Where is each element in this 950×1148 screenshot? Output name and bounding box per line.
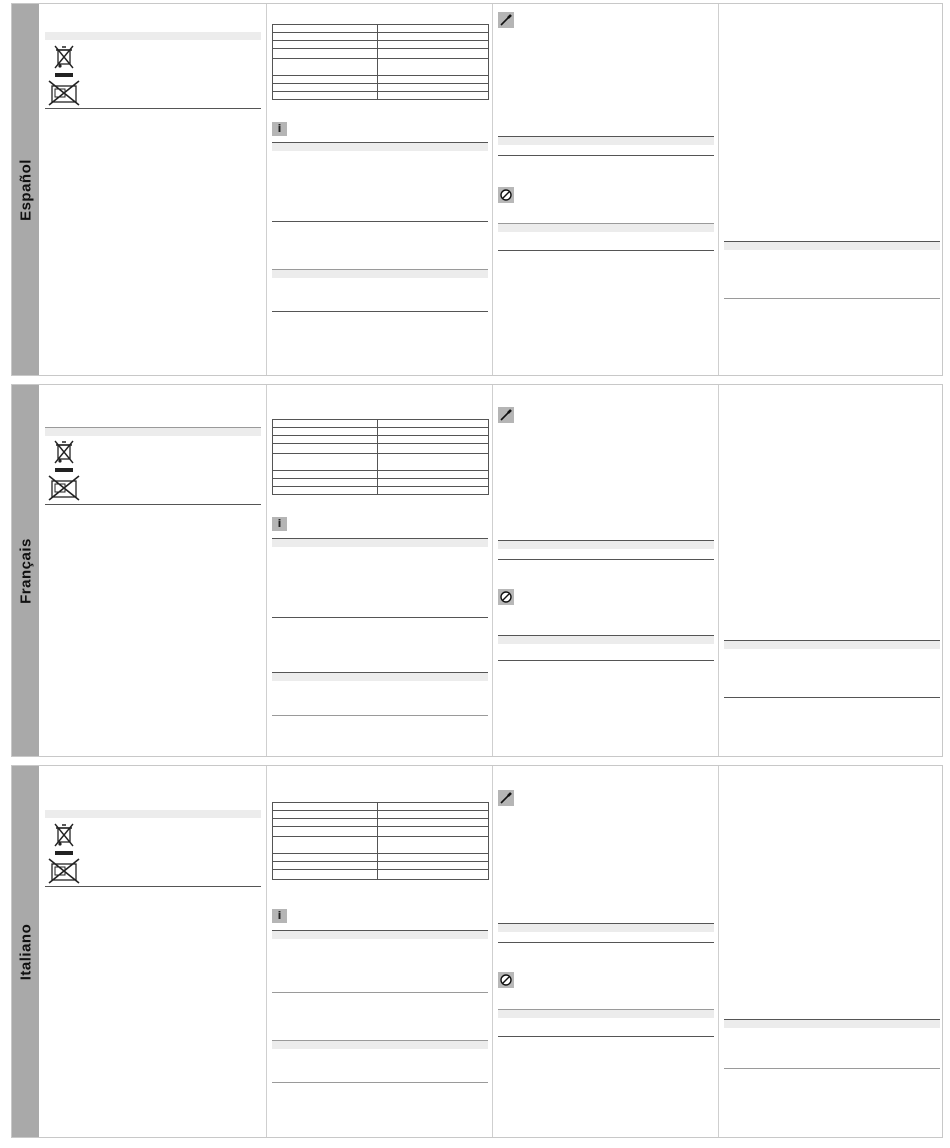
weee-bar bbox=[55, 73, 73, 77]
section-heading-band bbox=[724, 1020, 940, 1028]
column-divider bbox=[492, 766, 493, 1137]
section-rule bbox=[272, 311, 488, 312]
section-rule bbox=[272, 1082, 488, 1083]
table-row bbox=[273, 33, 489, 41]
table-row bbox=[273, 76, 489, 84]
table-row bbox=[273, 837, 489, 854]
info-icon: i bbox=[272, 517, 287, 531]
section-heading-band bbox=[272, 270, 488, 278]
table-row bbox=[273, 25, 489, 33]
crossed-out-wheelie-bin-icon bbox=[52, 439, 76, 465]
table-row bbox=[273, 811, 489, 819]
table-row bbox=[273, 59, 489, 76]
section-heading-band bbox=[724, 641, 940, 649]
section-rule bbox=[498, 660, 714, 661]
language-label: Español bbox=[17, 158, 34, 221]
section-rule bbox=[498, 559, 714, 560]
manual-page-spanish bbox=[11, 3, 943, 376]
screwdriver-icon bbox=[498, 790, 514, 806]
specifications-table bbox=[272, 24, 489, 100]
section-rule bbox=[45, 504, 261, 505]
table-row bbox=[273, 487, 489, 495]
circle-symbol-icon bbox=[498, 187, 514, 203]
specifications-table bbox=[272, 802, 489, 880]
manual-page-french bbox=[11, 384, 943, 757]
section-heading-band bbox=[45, 32, 261, 40]
table-row bbox=[273, 854, 489, 862]
table-row bbox=[273, 428, 489, 436]
language-bar bbox=[12, 385, 39, 756]
crossed-out-wheelie-bin-icon bbox=[52, 44, 76, 70]
language-bar bbox=[12, 4, 39, 375]
crossed-out-battery-icon bbox=[48, 858, 80, 884]
section-heading-band bbox=[498, 924, 714, 932]
language-bar bbox=[12, 766, 39, 1137]
table-row bbox=[273, 862, 489, 870]
section-rule bbox=[45, 108, 261, 109]
crossed-out-battery-icon bbox=[48, 475, 80, 501]
section-heading-band bbox=[498, 224, 714, 232]
column-divider bbox=[718, 4, 719, 375]
column-divider bbox=[492, 385, 493, 756]
table-row bbox=[273, 827, 489, 837]
table-row bbox=[273, 803, 489, 811]
section-rule bbox=[498, 942, 714, 943]
section-rule bbox=[498, 1036, 714, 1037]
section-heading-band bbox=[272, 931, 488, 939]
section-rule bbox=[272, 617, 488, 618]
manual-page-italian bbox=[11, 765, 943, 1138]
section-rule bbox=[272, 992, 488, 993]
info-icon: i bbox=[272, 122, 287, 136]
info-icon: i bbox=[272, 909, 287, 923]
language-label: Italiano bbox=[17, 923, 34, 980]
table-row bbox=[273, 471, 489, 479]
screwdriver-icon bbox=[498, 407, 514, 423]
section-rule bbox=[498, 250, 714, 251]
crossed-out-wheelie-bin-icon bbox=[52, 822, 76, 848]
weee-bar bbox=[55, 468, 73, 472]
table-row bbox=[273, 436, 489, 444]
table-row bbox=[273, 420, 489, 428]
circle-symbol-icon bbox=[498, 972, 514, 988]
crossed-out-battery-icon bbox=[48, 80, 80, 106]
circle-symbol-icon bbox=[498, 589, 514, 605]
section-heading-band bbox=[272, 539, 488, 547]
column-divider bbox=[492, 4, 493, 375]
section-rule bbox=[45, 886, 261, 887]
table-row bbox=[273, 870, 489, 880]
language-label: Français bbox=[17, 537, 34, 604]
section-heading-band bbox=[498, 137, 714, 145]
table-row bbox=[273, 49, 489, 59]
section-heading-band bbox=[272, 143, 488, 151]
table-row bbox=[273, 92, 489, 100]
section-heading-band bbox=[724, 242, 940, 250]
section-heading-band bbox=[498, 541, 714, 549]
table-row bbox=[273, 479, 489, 487]
section-heading-band bbox=[498, 1010, 714, 1018]
section-heading-band bbox=[45, 428, 261, 436]
section-rule bbox=[724, 298, 940, 299]
column-divider bbox=[718, 385, 719, 756]
section-rule bbox=[498, 155, 714, 156]
section-heading-band bbox=[498, 636, 714, 644]
weee-bar bbox=[55, 851, 73, 855]
table-row bbox=[273, 454, 489, 471]
column-divider bbox=[718, 766, 719, 1137]
specifications-table bbox=[272, 419, 489, 495]
section-rule bbox=[272, 221, 488, 222]
table-row bbox=[273, 444, 489, 454]
column-divider bbox=[266, 4, 267, 375]
section-rule bbox=[272, 715, 488, 716]
section-heading-band bbox=[272, 1041, 488, 1049]
section-heading-band bbox=[45, 810, 261, 818]
section-heading-band bbox=[272, 673, 488, 681]
section-rule bbox=[724, 697, 940, 698]
column-divider bbox=[266, 385, 267, 756]
table-row bbox=[273, 819, 489, 827]
table-row bbox=[273, 84, 489, 92]
screwdriver-icon bbox=[498, 12, 514, 28]
table-row bbox=[273, 41, 489, 49]
column-divider bbox=[266, 766, 267, 1137]
section-rule bbox=[724, 1068, 940, 1069]
